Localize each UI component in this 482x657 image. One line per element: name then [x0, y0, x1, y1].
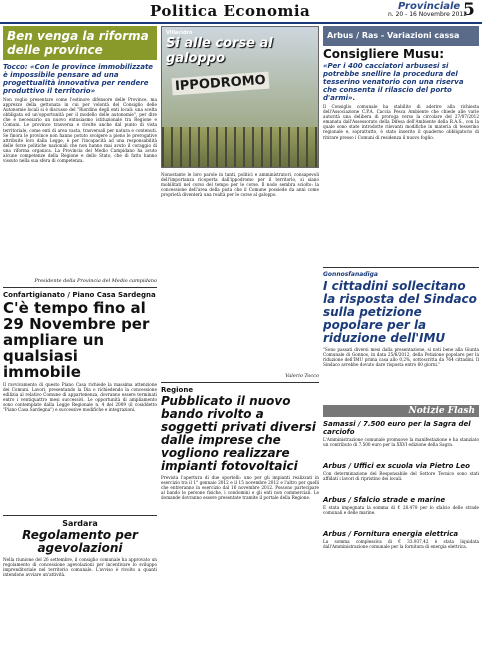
brief-body: È stata impegnata la somma di € 28.478 per lo sfalcio delle strade comunali e delle marine.	[323, 505, 479, 516]
column-right	[323, 26, 479, 555]
brief-title: Arbus / Sfalcio strade e marine	[323, 496, 446, 504]
article-signature: Presidente della Provincia del Medio campidano	[34, 278, 157, 284]
photo-label: Villacidro	[166, 30, 193, 36]
article-body: Nella riunione del 26 settembre, il consiglio comunale ha approvato un regolamento di concessione agevolazioni per incentivare lo sviluppo imprenditoriale nel territorio comunale. L'avviso è rivolto a quanti intendono avviare un'attività.	[3, 557, 157, 578]
column-left	[3, 26, 157, 617]
article-body: Il ravvivamento di questo Piano Casa richiede la massima attenzione dei Comuni. Lavori, presentando la Dia o richiedendo la concessione edilizia al relativo Comune di appartenenza, dovranno essere terminati entro i ventiquattro mesi successivi. Le opportunità di ampliamento sono contemplate dalla Legge Regionale n. 4 del 2009 (il cosiddetto "Piano Casa Sardegna") e successive modifiche e integrazioni.	[3, 382, 157, 413]
article-body: Non voglio presentare come l'estinore difensore delle Province, ma apprezzo della gettonata in cui per volontà del Consiglio delle Autonomie locali si è discusso del "Riordino degli enti locali: una scelta obbligata ed un'opportunità per il modello delle autonomie", per dire che è necessario un nuovo entusiasmo istituzionale tra Regione e Comuni. Le province trasversa e rivolte anche dal punto di vista territoriale, come enti di area vasta, trasversali per natura e contenuti. Se finora le province non hanno potuto svolgere a pieno le prerogative attribuite loro dalla Legge, è per l'incapacità ad una responsabilità delle forze politiche nazionali che non hanno mai avuto il coraggio di una riforma organica. La Provincia del Medio Campidano ha avuto alcune competenze della Regione e dello Stato, che di fatto hanno vissuto nella sua sfera di competenza.	[3, 97, 157, 164]
column-middle	[161, 26, 319, 645]
article-signature: Valerio Tocco	[285, 373, 319, 379]
article-body: "Sono passati diversi mesi dalla presentazione, si noti bene alla Giunta Comunale di Gonnos, in data 25/6/2012, della Petizione popolare per la riduzione dell'IMU prima casa allo 0,2%, sottoscritta da 764 cittadini. Il Sindaco avrebbe dovuto dare risposta entro 60 giorni."	[323, 347, 479, 368]
divider	[161, 382, 319, 383]
brief-title: Arbus / Fornitura energia elettrica	[323, 530, 459, 538]
brief-body: Con determinazione del Responsabile del Settore Tecnico sono stati affidati i lavori di ripristino dei locali.	[323, 471, 479, 482]
brief-body: La somma complessiva di € 33.937,42 è stata liquidata dall'Amministrazione comunale per la fornitura di energia elettrica.	[323, 539, 479, 550]
news-brief	[323, 496, 479, 527]
article-strap: Tocco: «Con le province immobilizzate è impossibile pensare ad una progettualità innovativa per rendere produttivo il territorio»	[3, 63, 154, 95]
article-strap: «Per i 400 cacciatori arbusesi si potrebbe snellire la procedura del tesserino venatorio con una riserva che consenta il rilascio del porto d'armi».	[323, 62, 464, 102]
photo-fence	[162, 127, 318, 167]
divider	[3, 515, 157, 516]
issue-date: n. 20 - 16 Novembre 2012	[388, 11, 468, 18]
brief-title: Arbus / Uffici ex scuola via Pietro Leo	[323, 462, 470, 470]
article-body: Il Consiglio comunale ha stabilito di aderire alla richiesta dell'Associazione C.P.A. Caccia Pesca Ambiente che chiede alle varie autorità una delibera di proroga verso la circolare del 27/07/2012 emanata dall'Assessorato della Difesa dell'Ambiente della R.A.S., con la quale sono state introdotte rilevanti modifiche in materia di tesserino regionale e, soprattutto, è stato inserito il quaderno obbligatorio di ritirare presso i Comuni di residenza il nuovo foglio.	[323, 104, 479, 140]
article-body: Prevista l'apertura di due sportelli: uno per gli impianti realizzati in esercizio tra il 1° gennaio 2012 e il 15 novembre 2012 e l'altro per quelli che entreranno in esercizio dal 16 novembre 2012. Possono partecipare al bando le persone fisiche, i condomini e gli enti non commerciali. Le domande dovranno essere presentate tramite il portale della Regione.	[161, 475, 319, 501]
article-headline: C'è tempo fino al 29 Novembre per ampliare un qualsiasi immobile	[3, 299, 150, 381]
divider	[323, 267, 479, 268]
photo-headline: Si alle corse al galoppo	[166, 36, 273, 66]
page-number: 5	[463, 0, 475, 20]
article-banner: Ben venga la riforma delle province	[3, 26, 157, 60]
article-body: Nonostante le loro parole in tanti, politici e amministratori, consapevoli dell'importanza ricoperta dall'ippodromo per il territorio, si siano mobilitati nel corso del tempo per le corse. Il nodo sembra sciolto: la concessione dell'area della pista che il Comune possiede da anni come proprietà diventerà una realtà per le corse al galoppo.	[161, 172, 319, 198]
article-headline: Consigliere Musu:	[323, 47, 445, 61]
news-brief	[323, 462, 479, 493]
newspaper-logo: Provinciale	[398, 1, 461, 12]
article-strap: Confartigianato / Piano Casa Sardegna	[3, 291, 156, 299]
article-headline: Pubblicato il nuovo bando rivolto a soggetti privati diversi dalle imprese che vogliono realizzare impianti fotovoltaici	[161, 394, 316, 473]
article-photo	[161, 26, 319, 168]
photo-sign: IPPODROMO	[172, 72, 270, 96]
divider	[3, 287, 157, 288]
section-title: Politica Economia	[150, 2, 311, 20]
article-strap: Regione	[161, 386, 194, 394]
article-banner: Arbus / Ras - Variazioni cassa	[323, 26, 479, 46]
page-header	[0, 0, 482, 24]
brief-body: L'Amministrazione comunale promuove la manifestazione e ha stanziato un contributo di 7.500 euro per la XXVI edizione della Sagra.	[323, 437, 479, 448]
news-brief	[323, 530, 479, 555]
brief-title: Samassi / 7.500 euro per la Sagra del carciofo	[323, 420, 471, 436]
news-flash-banner: Notizie Flash	[323, 405, 479, 417]
article-strap: Sardara	[62, 519, 98, 528]
article-headline: I cittadini sollecitano la risposta del Sindaco sulla petizione popolare per la riduzione dell'IMU	[323, 279, 477, 345]
news-brief	[323, 420, 479, 459]
article-location: Gonnosfanadiga	[323, 271, 378, 278]
article-headline: Regolamento per agevolazioni	[22, 528, 138, 555]
